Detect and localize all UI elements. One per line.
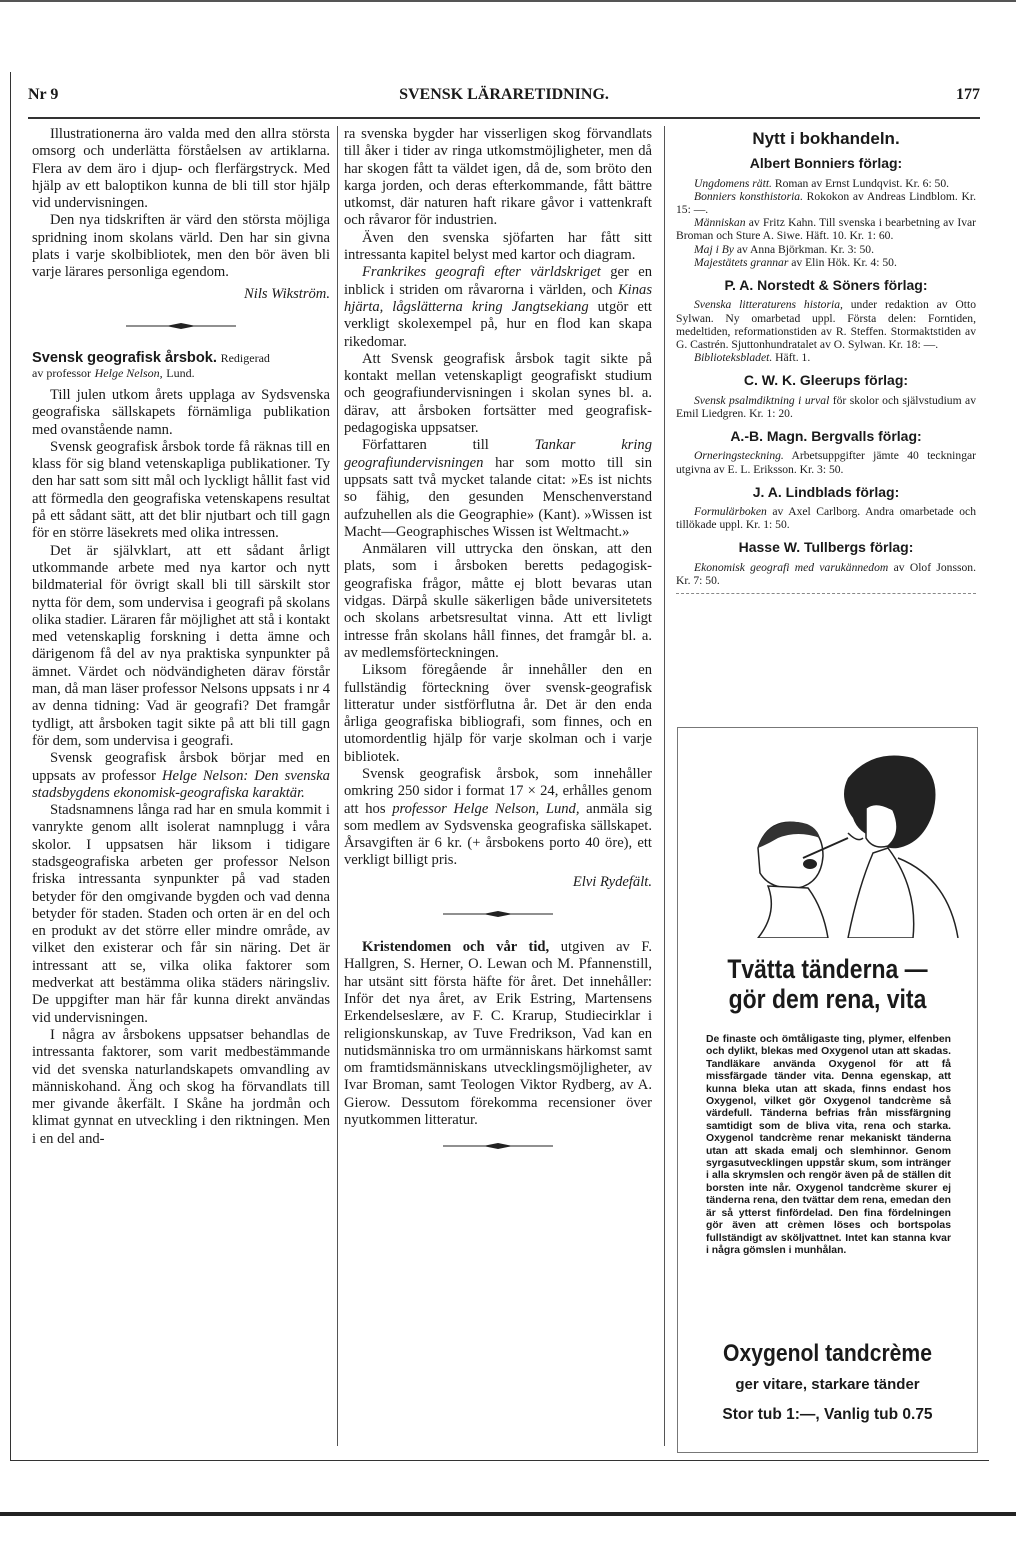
paragraph: Svensk geografisk årsbok torde få räknas till en klass för sig bland vetenskapliga publikationer. Ty den har satt som sitt mål och lyckligt hållit fast vid att förmedla den geografiska vetenskapens resultat på ett sådant sätt, att det blir njutbart och till gagn för en större läsekrets med olika intressen. bbox=[32, 438, 330, 542]
paragraph bbox=[344, 939, 652, 1129]
signature: Elvi Rydefält. bbox=[572, 873, 652, 890]
book-details: för skolor och självstudium av Emil Liedgren. Kr. 1: 20. bbox=[676, 393, 976, 420]
signature: Nils Wikström. bbox=[244, 285, 330, 302]
ad-headline bbox=[700, 954, 954, 1014]
book-title: Bonniers konsthistoria. bbox=[694, 189, 803, 203]
column-separator bbox=[337, 126, 338, 1446]
paragraph bbox=[344, 264, 652, 350]
section-author: Helge Nelson, bbox=[94, 365, 163, 380]
book-title: Svenska litteraturens historia, bbox=[694, 298, 843, 312]
book-title: Biblioteksbladet. bbox=[694, 351, 773, 365]
book-title: Svensk psalmdiktning i urval bbox=[694, 393, 830, 407]
publisher-name: A.-B. Magn. Bergvalls förlag: bbox=[730, 428, 922, 445]
book-entry bbox=[676, 449, 976, 475]
book-title: Ungdomens rätt. bbox=[694, 176, 772, 190]
section-title: Svensk geografisk årsbok. bbox=[32, 349, 217, 366]
paragraph: Det är självklart, att ett sådant årligt utkommande arbete med nya kartor och nytt bildmaterial för övrigt skall bli till särskilt stor nytta för dem, som undervisa i geografi på skolans olika stadier. Läraren får möjlighet att stå i kontakt med vetenskaplig forskning i detta ämne och därigenom få del av nya praktiska synpunkter på ämnet. Värdet och nödvändigheten därav förstår man, då man läser professor Nelsons uppsats i nr 4 av denna tidning: Vad är geografi? Det framgår tydligt, att årsboken tagit sikte på att bli till gagn för dem, som undervisa i geografi. bbox=[32, 542, 330, 749]
bold-title: Kristendomen och vår tid, bbox=[362, 939, 550, 956]
paragraph: Även den svenska sjöfarten har fått sitt intressanta kapitel belyst med kartor och diagram. bbox=[344, 229, 652, 264]
book-entry bbox=[676, 216, 976, 242]
paragraph: Liksom föregående år innehåller den en fullständig förteckning över svensk-geografisk litteratur under sistförflutna år. Det är den enda årliga geografiska bibliografi, som finnes, och en utomordentlig hjälp för varje skolman och i varje bibliotek. bbox=[344, 662, 652, 765]
book-title: Formulärboken bbox=[694, 505, 767, 519]
journal-title: SVENSK LÄRARETIDNING. bbox=[399, 86, 609, 103]
paragraph bbox=[32, 750, 330, 802]
publisher-name: Albert Bonniers förlag: bbox=[749, 155, 903, 172]
book-title: Människan bbox=[694, 216, 746, 230]
column-3 bbox=[676, 126, 976, 594]
book-title: Orneringsteckning. bbox=[694, 449, 784, 463]
ad-headline-line: Tvätta tänderna — bbox=[727, 954, 928, 984]
publisher-name: Hasse W. Tullbergs förlag: bbox=[738, 539, 914, 556]
italic-title: Helge Nelson: Den svenska stadsbygdens ekonomisk-geografiska karaktär. bbox=[32, 767, 330, 801]
book-details: av Fritz Kahn. Till svenska i bearbetning av Ivar Broman och Sture A. Siwe. Häft. 10. Kr. 1: 60. bbox=[676, 216, 976, 243]
paragraph: Till julen utkom årets upplaga av Sydsvenska geografiska sällskapets förnämliga publikation med ovanstående namn. bbox=[32, 386, 330, 438]
paragraph: I några av årsbokens uppsatser behandlas de intressanta faktorer, som varit medbestämmande vid det svenska naturlandskapets omvandling av människohand. Äng och skog ha förvandlats till mer givande åkerfält. I Skåne ha jordmån och klimat gynnat en utveckling i den riktningen. Men i en del and- bbox=[32, 1026, 330, 1147]
section-subtitle: av professor bbox=[32, 365, 91, 380]
column-separator bbox=[664, 126, 665, 1446]
paragraph: ra svenska bygder har visserligen skog förvandlats till åker i tider av ringa utkomstmöjligheter, men då har skogen fått ta väldet igen, då de, som bröto den karga jorden, och deras efterkommande, fått bättre utkomst, där naturen haft rikare gåvor i vattenkraft och råvaror för industrien. bbox=[344, 126, 652, 229]
text: Svensk geografisk årsbok, som innehåller omkring 250 sidor i format 17 × 24, erhålles genom att hos bbox=[344, 765, 652, 817]
publisher-name: J. A. Lindblads förlag: bbox=[752, 483, 900, 500]
woman-child-illustration bbox=[698, 738, 968, 938]
column-2 bbox=[344, 126, 652, 1171]
text: Författaren till bbox=[362, 437, 489, 454]
section-subtitle: Redigerad bbox=[220, 350, 270, 365]
text: utgör ett verkligt skolexempel på, hur en flod kan skapa rikedomar. bbox=[344, 298, 652, 350]
book-title: Maj i By bbox=[694, 242, 734, 256]
ornament-divider bbox=[126, 321, 236, 331]
ad-body-text: De finaste och ömtåligaste ting, plymer, elfenben och dylikt, blekas med Oxygenol utan att skadas. Tandläkare använda Oxygenol för att få missfärgade tänder vita. Denna egenskap, att kunna bleka utan att skada, finns endast hos Oxygenol, vilket gör Oxygenol tandcrème så värdefull. Tänderna befrias från missfärgning samtidigt som de bliva vita, rena och starka. Oxygenol tandcrème renar mekaniskt tänderna utan att skada emalj och slemhinnor. Genom syrgasutvecklingen uppstår skum, som intränger i alla skrymslen och rengör även på de ställen dit borsten inte når. Oxygenol tandcrème skurer ej tänderna rena, den tvättar dem rena, emedan den är så ytterst finfördelad. Den fina fördelningen gör även att crèmen löses och bortspolas fullständigt av sköljvattnet. Intet kan stanna kvar i några gömslen i munhålan. bbox=[706, 1034, 951, 1256]
header-rule bbox=[28, 117, 980, 119]
book-details: av Anna Björkman. Kr. 3: 50. bbox=[733, 242, 874, 256]
ad-tagline: ger vitare, starkare tänder bbox=[735, 1376, 920, 1393]
publisher-name: P. A. Norstedt & Söners förlag: bbox=[724, 277, 928, 294]
ad-brand-name: Oxygenol tandcrème bbox=[723, 1340, 932, 1367]
italic-title: Tankar kring geografiundervisningen bbox=[344, 437, 653, 471]
paragraph: Den nya tidskriften är värd den största möjliga spridning inom skolans värld. Den har sin givna plats i varje skolbibliotek, men den bör även bli varje lärares personliga egendom. bbox=[32, 212, 330, 281]
publisher-list bbox=[676, 155, 976, 587]
book-entry bbox=[676, 505, 976, 531]
paragraph: Anmälaren vill uttrycka den önskan, att den plats, som i årsboken beretts pedagogisk-geografiska frågor, måtte ej blott bevaras utan vidgas. Därpå skulle säkerligen både universitetets och skolans arbetsresultat vinna. Att ett livligt intresse från skolans håll finnes, det framgår bl. a. av medlemsförteckningen. bbox=[344, 541, 652, 661]
paragraph: Illustrationerna äro valda med den allra största omsorg och underlätta förståelsen av artiklarna. Flera av dem äro i djup- och flerfärgstryck. Med hjälp av ett baloptikon kunna de bli till stor hjälp vid undervisningen. bbox=[32, 126, 330, 212]
publisher-name: C. W. K. Gleerups förlag: bbox=[743, 372, 909, 389]
text: anmäla sig som medlem av Sydsvenska geografiska sällskapet. Årsavgiften är 6 kr. (+ årsbokens porto 40 öre), ett verkligt billigt pris. bbox=[344, 800, 652, 869]
book-entry bbox=[676, 351, 976, 364]
paragraph: Stadsnamnens långa rad har en smula kommit i vanrykte genom allt isolerat namnplugg i våra skolor. I uppsatsen här liksom i tidigare stadsgeografiska arbeten ger professor Nelson friska intressanta synpunkter på vad staden betyder för den omgivande bygden och vad denna betyder för staden. Staden och orten är en del och en produkt av det större eller mindre område, av vilket den existerar och får sin näring. Det är intressant att se, vilka olika faktorer som medverkat att bestämma olika städers näringsliv. De uppgifter man här får kunna direkt användas vid undervisningen. bbox=[32, 802, 330, 1026]
column-1 bbox=[32, 126, 330, 1148]
ornament-divider bbox=[443, 1141, 553, 1151]
text: ger en inblick i striden om råvarorna i världen, och bbox=[344, 264, 653, 298]
book-details: av Elin Hök. Kr. 4: 50. bbox=[788, 255, 897, 269]
book-details: Arbetsuppgifter jämte 40 teckningar utgivna av E. L. Eriksson. Kr. 3: 50. bbox=[676, 449, 976, 476]
ad-price: Stor tub 1:—, Vanlig tub 0.75 bbox=[722, 1406, 933, 1423]
paragraph: Att Svensk geografisk årsbok tagit sikte på kontakt mellan vetenskapligt geografiskt studium och geografiundervisningen i skolan synes bl. a. därav, att årsboken fortsätter med geografisk-pedagogiska uppsatser. bbox=[344, 350, 652, 437]
book-details: Roman av Ernst Lundqvist. Kr. 6: 50. bbox=[771, 176, 950, 190]
text: utgiven av F. Hallgren, S. Herner, O. Lewan och M. Pfannenstill, har utsänt sitt första häfte för året. Det innehåller: Inför det nya året, av Erik Estring, Martensens Erkendelseslære, av F. C. Krarup, Studiecirklar i religionskunskap, av Tuve Fredrikson, Vad kan en nutidsmänniska tro om urmänniskans härkomst samt om framtidsmänniskans utvecklingsmöjligheter, av Ivar Broman, samt Teologen Viktor Rydberg, av A. Gierow. Dessutom förekomma recensioner över nyutkommen litteratur. bbox=[344, 939, 652, 1129]
book-details: Häft. 1. bbox=[772, 351, 811, 365]
text: har som motto till sin uppsats satt två mycket talande citat: »Es ist nichts so fähig, den gesunden Menschenverstand aufzuhellen als die Geographie» (Kant). »Wissen ist Macht—Geographisches Wissen ist Weltmacht.» bbox=[344, 454, 653, 540]
italic-title: Frankrikes geografi efter världskriget bbox=[362, 264, 601, 281]
book-entry bbox=[676, 243, 976, 256]
book-entry bbox=[676, 190, 976, 216]
text: Svensk geografisk årsbok börjar med en uppsats av professor bbox=[32, 750, 330, 784]
bottom-rule bbox=[0, 1512, 1016, 1516]
section-heading bbox=[32, 351, 330, 381]
italic-title: professor Helge Nelson, Lund, bbox=[392, 800, 580, 817]
book-details: under redaktion av Otto Sylwan. Ny omarbetad uppl. Första delen: Forntiden, medeltiden, reformationstiden av R. Steffen. Stormaktstiden av G. Castrén. Sjuttonhundratalet av O. Sylwan. Kr. 18: —. bbox=[676, 298, 977, 351]
book-entry bbox=[676, 394, 976, 420]
oxygenol-advertisement bbox=[677, 727, 978, 1453]
divider bbox=[676, 593, 976, 594]
book-title: Ekonomisk geografi med varukännedom bbox=[694, 560, 889, 574]
issue-number: Nr 9 bbox=[28, 86, 59, 103]
paragraph bbox=[344, 437, 652, 541]
italic-title: Kinas hjärta, lågslätterna kring Jangtsekiang bbox=[344, 281, 652, 315]
book-details: av Olof Jonsson. Kr. 7: 50. bbox=[676, 560, 976, 587]
book-entry bbox=[676, 177, 976, 190]
paragraph bbox=[344, 766, 652, 870]
ad-headline-line: gör dem rena, vita bbox=[728, 984, 927, 1014]
book-entry bbox=[676, 256, 976, 269]
book-details: Rokokon av Andreas Lindblom. Kr. 15: —. bbox=[676, 189, 976, 216]
top-rule bbox=[0, 0, 1016, 2]
ornament-divider bbox=[443, 909, 553, 919]
section-subtitle: Lund. bbox=[166, 365, 195, 380]
book-entry bbox=[676, 561, 976, 587]
book-list-title: Nytt i bokhandeln. bbox=[752, 129, 900, 148]
book-title: Majestätets grannar bbox=[694, 255, 789, 269]
page-number: 177 bbox=[956, 86, 980, 103]
page-header bbox=[28, 86, 980, 110]
book-details: av Axel Carlborg. Andra omarbetade och tillökade uppl. Kr. 1: 50. bbox=[676, 505, 976, 532]
book-entry bbox=[676, 298, 976, 351]
